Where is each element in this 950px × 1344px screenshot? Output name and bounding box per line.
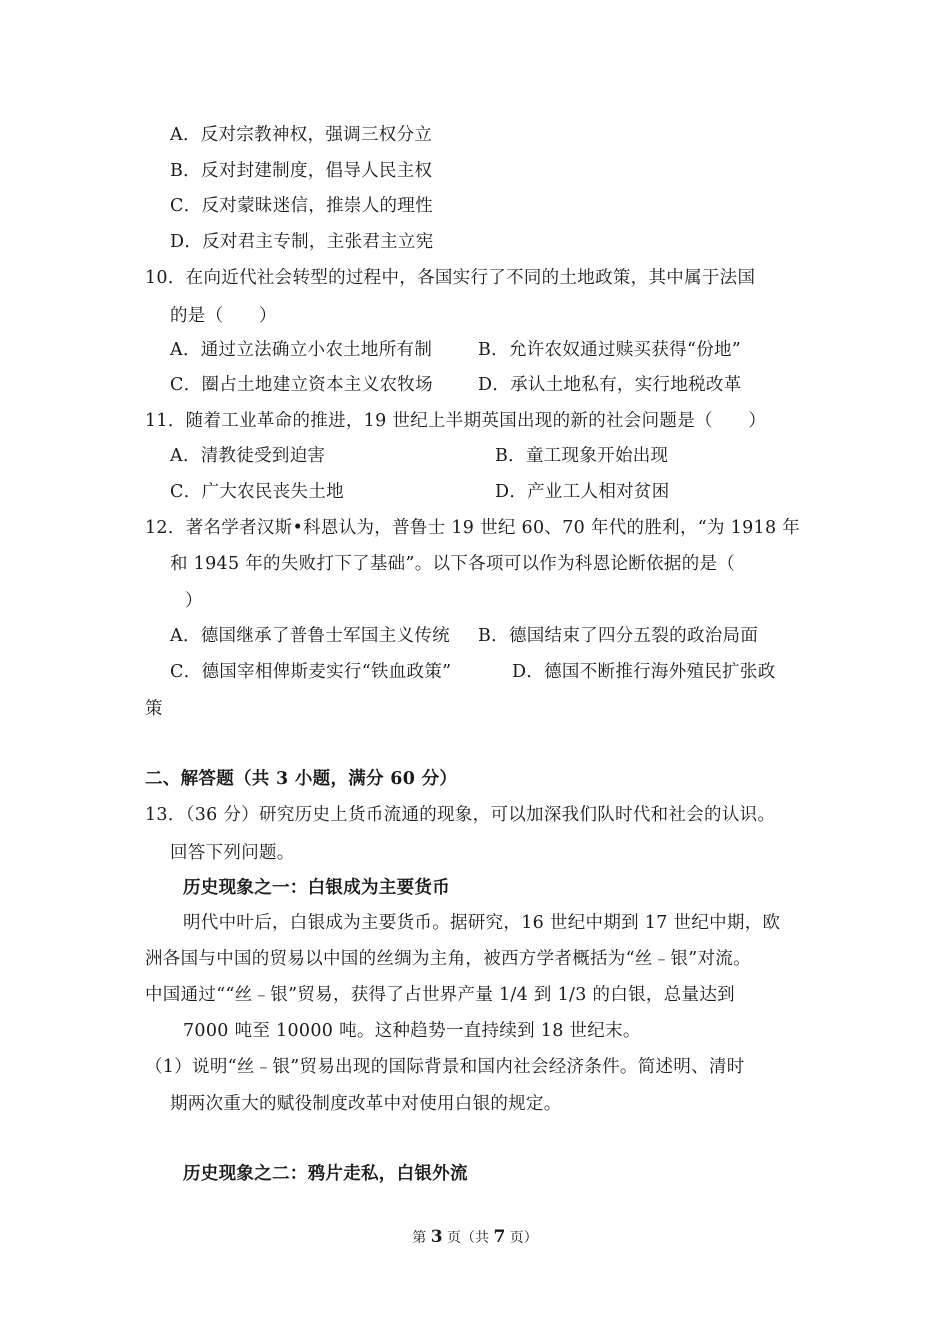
q9-option-b: B．反对封建制度，倡导人民主权 [170, 161, 433, 181]
q11-option-a: A．清教徒受到迫害 [170, 446, 326, 466]
q13-paragraph-line2: 洲各国与中国的贸易以中国的丝绸为主角，被西方学者概括为“丝﹣银”对流。 [145, 949, 751, 969]
q13-subquestion-1-line2: 期两次重大的赋役制度改革中对使用白银的规定。 [170, 1094, 562, 1114]
footer-page-number: 3 [430, 1227, 443, 1247]
footer-middle: 页（共 [442, 1230, 494, 1246]
q10-option-b: B．允许农奴通过赎买获得“份地” [478, 340, 742, 360]
q13-phenomenon-2-title: 历史现象之二：鸦片走私，白银外流 [183, 1164, 468, 1184]
q12-stem-line1: 12．著名学者汉斯•科恩认为，普鲁士 19 世纪 60、70 年代的胜利，“为 1918 年 [145, 518, 801, 538]
q13-stem-line2: 回答下列问题。 [170, 843, 295, 863]
footer-prefix: 第 [412, 1230, 431, 1246]
q12-option-d: D．德国不断推行海外殖民扩张政 [512, 662, 776, 682]
footer-suffix: 页） [505, 1230, 538, 1246]
q12-stem-line2: 和 1945 年的失败打下了基础”。以下各项可以作为科恩论断依据的是（ [170, 554, 736, 574]
q13-stem-line1: 13．（36 分）研究历史上货币流通的现象，可以加深我们队时代和社会的认识。 [145, 805, 776, 825]
q11-stem: 11．随着工业革命的推进，19 世纪上半期英国出现的新的社会问题是（ ） [145, 411, 767, 431]
q9-option-d: D．反对君主专制，主张君主立宪 [170, 232, 434, 252]
q11-option-d: D．产业工人相对贫困 [495, 482, 670, 502]
q10-option-d: D．承认土地私有，实行地税改革 [478, 375, 742, 395]
q13-subquestion-1-line1: （1）说明“丝﹣银”贸易出现的国际背景和国内社会经济条件。简述明、清时 [145, 1057, 745, 1077]
section-2-title: 二、解答题（共 3 小题，满分 60 分） [145, 769, 458, 789]
q12-option-a: A．德国继承了普鲁士军国主义传统 [170, 626, 450, 646]
q9-option-c: C．反对蒙昧迷信，推崇人的理性 [170, 196, 433, 216]
q11-option-b: B．童工现象开始出现 [495, 446, 669, 466]
q10-option-a: A．通过立法确立小农土地所有制 [170, 340, 433, 360]
page-footer [0, 1227, 950, 1248]
q11-option-c: C．广大农民丧失土地 [170, 482, 344, 502]
q12-option-c: C．德国宰相俾斯麦实行“铁血政策” [170, 662, 452, 682]
q9-option-a: A．反对宗教神权，强调三权分立 [170, 125, 433, 145]
q13-paragraph-line4: 7000 吨至 10000 吨。这种趋势一直持续到 18 世纪末。 [183, 1021, 641, 1041]
q12-stem-line3: ） [185, 591, 203, 611]
q13-paragraph-line3: 中国通过““丝﹣银”贸易，获得了占世界产量 1/4 到 1/3 的白银，总量达到 [145, 985, 735, 1005]
footer-total-pages: 7 [493, 1227, 506, 1247]
q10-option-c: C．圈占土地建立资本主义农牧场 [170, 375, 433, 395]
q13-paragraph-line1: 明代中叶后，白银成为主要货币。据研究，16 世纪中期到 17 世纪中期，欧 [183, 913, 781, 933]
q10-stem-line1: 10．在向近代社会转型的过程中，各国实行了不同的土地政策，其中属于法国 [145, 268, 756, 288]
q12-option-b: B．德国结束了四分五裂的政治局面 [478, 626, 759, 646]
q10-stem-line2: 的是（ ） [170, 306, 277, 326]
q12-option-d-continuation: 策 [145, 699, 163, 719]
q13-phenomenon-1-title: 历史现象之一：白银成为主要货币 [183, 878, 450, 898]
